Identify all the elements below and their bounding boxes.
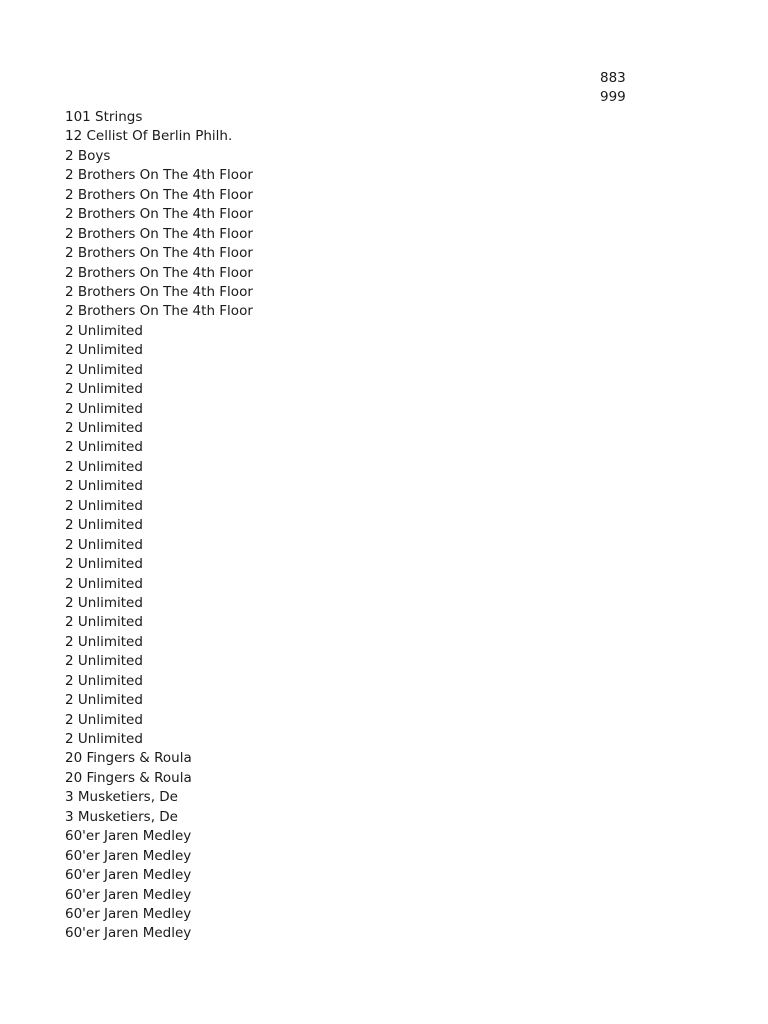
- artist-entry: 3 Musketiers, De: [65, 789, 178, 806]
- artist-entry: 3 Musketiers, De: [65, 808, 178, 825]
- artist-entry: 60'er Jaren Medley: [65, 925, 192, 942]
- artist-entry: 2 Brothers On The 4th Floor: [65, 167, 253, 184]
- artist-entry: 2 Unlimited: [65, 517, 143, 534]
- artist-entry: 2 Brothers On The 4th Floor: [65, 186, 253, 203]
- artist-entry: 20 Fingers & Roula: [65, 769, 192, 786]
- artist-entry: 2 Unlimited: [65, 361, 143, 378]
- artist-entry: 2 Unlimited: [65, 556, 143, 573]
- artist-entry: 2 Unlimited: [65, 439, 143, 456]
- code-column: [600, 69, 680, 108]
- artist-entry: 2 Unlimited: [65, 420, 143, 436]
- artist-entry: 2 Brothers On The 4th Floor: [65, 245, 253, 262]
- artist-entry: 2 Unlimited: [65, 342, 143, 359]
- artist-entry: 60'er Jaren Medley: [65, 886, 192, 903]
- artist-entry: 2 Brothers On The 4th Floor: [65, 225, 253, 242]
- artist-entry: 2 Unlimited: [65, 478, 143, 495]
- artist-entry: 2 Unlimited: [65, 672, 143, 689]
- artist-entry: 2 Unlimited: [65, 497, 143, 514]
- artist-entry: 60'er Jaren Medley: [65, 867, 192, 884]
- artist-entry: 2 Unlimited: [65, 614, 143, 631]
- artist-list: [65, 108, 565, 944]
- artist-entry: 20 Fingers & Roula: [65, 750, 192, 767]
- artist-entry: 60'er Jaren Medley: [65, 847, 192, 864]
- artist-entry: 2 Unlimited: [65, 692, 143, 709]
- artist-entry: 2 Unlimited: [65, 536, 143, 553]
- artist-entry: 2 Unlimited: [65, 458, 143, 475]
- artist-entry: 2 Unlimited: [65, 731, 143, 747]
- artist-entry: 2 Unlimited: [65, 711, 143, 728]
- code-entry: 999: [600, 89, 626, 106]
- artist-entry: 2 Unlimited: [65, 400, 143, 417]
- artist-entry: 2 Unlimited: [65, 594, 143, 611]
- artist-entry: 2 Brothers On The 4th Floor: [65, 303, 253, 320]
- artist-entry: 2 Unlimited: [65, 653, 143, 670]
- artist-entry: 2 Unlimited: [65, 575, 143, 592]
- artist-entry: 60'er Jaren Medley: [65, 828, 192, 845]
- code-entry: 883: [600, 70, 626, 86]
- artist-entry: 2 Unlimited: [65, 322, 143, 339]
- artist-entry: 2 Brothers On The 4th Floor: [65, 206, 253, 223]
- artist-entry: 2 Unlimited: [65, 633, 143, 650]
- artist-entry: 60'er Jaren Medley: [65, 905, 192, 922]
- artist-entry: 2 Brothers On The 4th Floor: [65, 264, 253, 281]
- artist-entry: 12 Cellist Of Berlin Philh.: [65, 128, 233, 145]
- artist-entry: 2 Boys: [65, 147, 111, 164]
- artist-entry: 2 Brothers On The 4th Floor: [65, 283, 253, 300]
- artist-entry: 101 Strings: [65, 109, 143, 125]
- artist-entry: 2 Unlimited: [65, 381, 143, 398]
